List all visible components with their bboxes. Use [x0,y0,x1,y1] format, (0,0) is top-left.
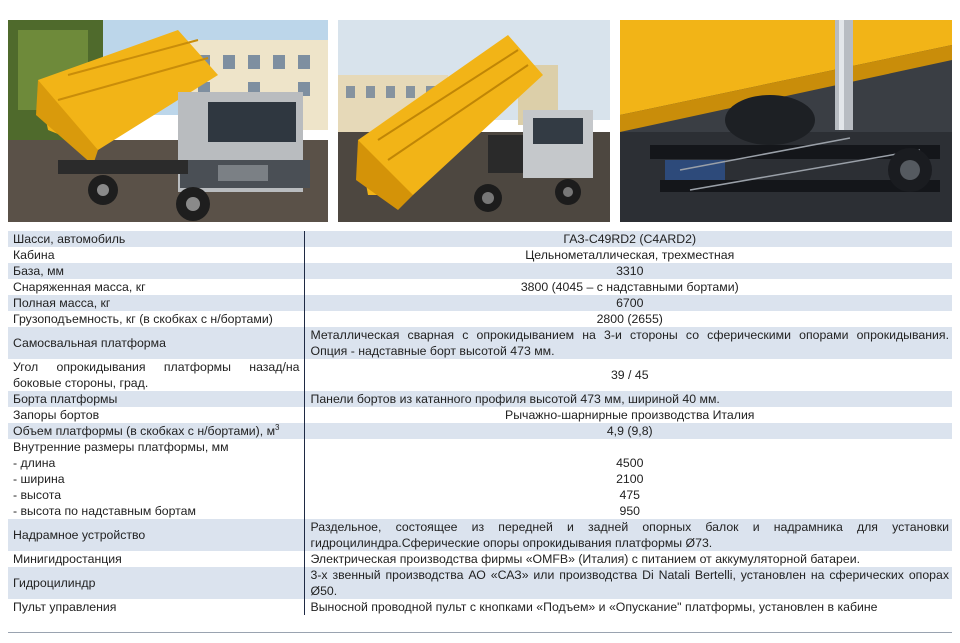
spec-label: Кабина [8,247,304,263]
spec-label [8,423,304,439]
spec-value: ГАЗ-C49RD2 (C4ARD2) [304,231,952,247]
spec-value-line: гидроцилиндра.Сферические опоры опрокидывания платформы Ø73. [310,536,713,550]
spec-value: 6700 [304,295,952,311]
spec-row-gross-mass [8,295,952,311]
photo-truck-raised-side-view [8,20,328,222]
spec-row-dump-platform [8,327,952,359]
unit-superscript: 3 [275,423,280,432]
spec-row-payload [8,311,952,327]
spec-label: Полная масса, кг [8,295,304,311]
spec-value-line: 950 [619,504,641,518]
spec-value: Цельнометаллическая, трехместная [525,248,735,262]
spec-value [304,567,952,599]
spec-row-volume [8,423,952,439]
specs-table [8,231,952,615]
spec-value: Панели бортов из катанного профиля высотой 473 мм, шириной 40 мм. [304,391,952,407]
spec-row-subframe [8,519,952,551]
photo-hydraulic-cylinder-closeup [620,20,952,222]
spec-label: Гидроцилиндр [8,567,304,599]
spec-label: Шасси, автомобиль [8,231,304,247]
spec-label: Самосвальная платформа [8,327,304,359]
spec-value-line: 475 [619,488,641,502]
spec-value-line: Металлическая сварная с опрокидыванием на 3-и стороны со сферическими опорами опрокидывания. [310,328,949,342]
spec-row-inner-dims [8,439,952,519]
spec-value-line: 2100 [616,472,644,486]
spec-label: Борта платформы [8,391,304,407]
spec-label [8,439,304,519]
spec-value-line: Ø50. [310,584,338,598]
spec-label-line: - длина [13,456,56,470]
spec-row-hydro-station [8,551,952,567]
spec-label: Снаряженная масса, кг [8,279,304,295]
spec-value-line: 4500 [616,456,644,470]
spec-value-line [311,439,950,455]
spec-value: Выносной проводной пульт с кнопками «Подъем» и «Опускание" платформы, установлен в кабине [310,600,878,614]
spec-label: Надрамное устройство [8,519,304,551]
photo-truck-body-tipped-back [338,20,610,222]
spec-row-base [8,263,952,279]
spec-label: Грузоподъемность, кг (в скобках с н/бортами) [8,311,304,327]
spec-label: База, мм [8,263,304,279]
spec-label-line: Внутренние размеры платформы, мм [13,440,229,454]
spec-value-line: Раздельное, состоящее из передней и задней опорных балок и надрамника для установки [310,520,949,534]
spec-value [304,519,952,551]
bottom-divider [8,632,952,633]
spec-label-line: - высота [13,488,62,502]
spec-row-locks [8,407,952,423]
spec-row-chassis [8,231,952,247]
spec-value: 39 / 45 [610,368,649,382]
spec-label: Минигидростанция [8,551,304,567]
spec-label-line: - высота по надставным бортам [13,504,196,518]
spec-value [304,327,952,359]
spec-value: Рычажно-шарнирные производства Италия [505,408,755,422]
spec-label-line: - ширина [13,472,65,486]
spec-label-line: боковые стороны, град. [13,376,149,390]
spec-row-cylinder [8,567,952,599]
spec-value: 4,9 (9,8) [304,423,952,439]
spec-row-tilt-angle [8,359,952,391]
spec-row-control [8,599,952,615]
spec-label: Пульт управления [8,599,304,615]
spec-value: Электрическая производства фирмы «OMFB» (Италия) с питанием от аккумуляторной батареи. [310,552,860,566]
spec-row-cab [8,247,952,263]
spec-value: 2800 (2655) [596,312,663,326]
spec-label-line: Угол опрокидывания платформы назад/на [13,360,300,374]
spec-row-sideboards [8,391,952,407]
spec-value-line: 3-х звенный производства АО «САЗ» или производства Di Natali Bertelli, установлен на сферических опорах [310,568,949,582]
spec-label: Запоры бортов [8,407,304,423]
spec-value: 3310 [304,263,952,279]
spec-value: 3800 (4045 – с надставными бортами) [520,280,739,294]
spec-label-text: Объем платформы (в скобках с н/бортами), м [13,424,276,438]
spec-label [8,359,304,391]
photo-strip [8,20,952,222]
spec-value [304,439,952,519]
spec-value-line: Опция - надставные борт высотой 473 мм. [310,344,555,358]
spec-row-curb-mass [8,279,952,295]
